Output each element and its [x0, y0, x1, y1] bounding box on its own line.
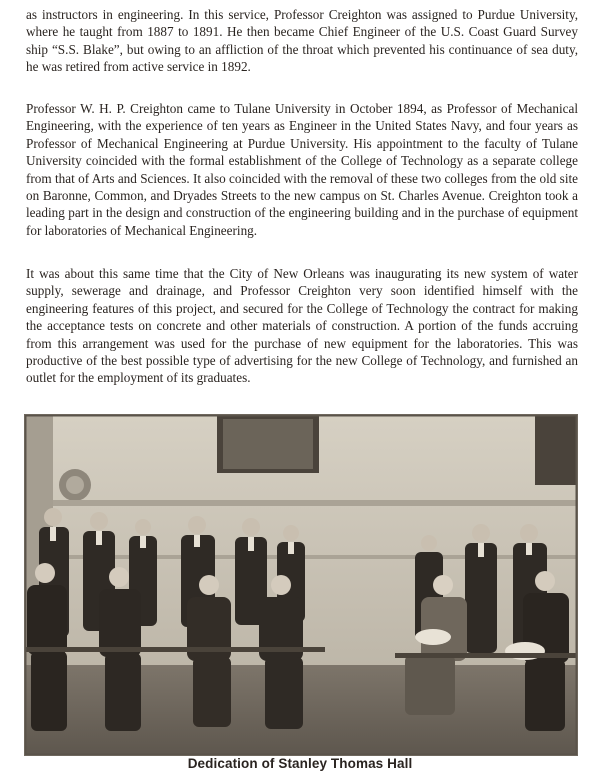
group-photograph [24, 414, 578, 756]
straw-hat [415, 629, 451, 645]
window-upper-right [535, 415, 577, 485]
window-pane [223, 419, 313, 469]
bench [395, 653, 577, 658]
paragraph-creighton-purdue: as instructors in engineering. In this service, Professor Creighton was assigned to Purdue University, where he taught from 1887 to 1891. He then became Chief Engineer of the U.S. Coast Guard Survey ship “S.S. Blake”, but owing to an affliction of the throat which prevented his continuance of sea duty, he was retired from active service in 1892. [26, 7, 578, 75]
bench [25, 647, 325, 652]
wall-ledge [53, 500, 577, 506]
photo-caption: Dedication of Stanley Thomas Hall [187, 756, 413, 771]
paragraph-new-orleans-water: It was about this same time that the City of New Orleans was inaugurating its new system of water supply, sewerage and drainage, and Professor Creighton very soon identified himself with the engineering features of this project, and secured for the College of Technology the contract for making the acceptance tests on concrete and other materials of construction. A portion of the funds accruing from this arrangement was used for the purchase of new equipment for the laboratories. This was productive of the best possible type of advertising for the new College of Technology, and furnished an outlet for the employment of its graduates. [26, 266, 578, 386]
photo-illustration [25, 415, 577, 755]
paragraph-creighton-tulane: Professor W. H. P. Creighton came to Tulane University in October 1894, as Professor of Mechanical Engineering, with the experience of ten years as Engineer in the United States Navy, and four years as Professor of Mechanical Engineering at Purdue University. His appointment to the faculty of Tulane University coincided with the formal establishment of the College of Technology as a separate college from that of Arts and Sciences. It also coincided with the removal of these two colleges from the old site on Baronne, Common, and Dryades Streets to the new campus on St. Charles Avenue. Creighton took a leading part in the design and construction of the engineering building and in the purchase of equipment for laboratories of Mechanical Engineering. [26, 101, 578, 238]
